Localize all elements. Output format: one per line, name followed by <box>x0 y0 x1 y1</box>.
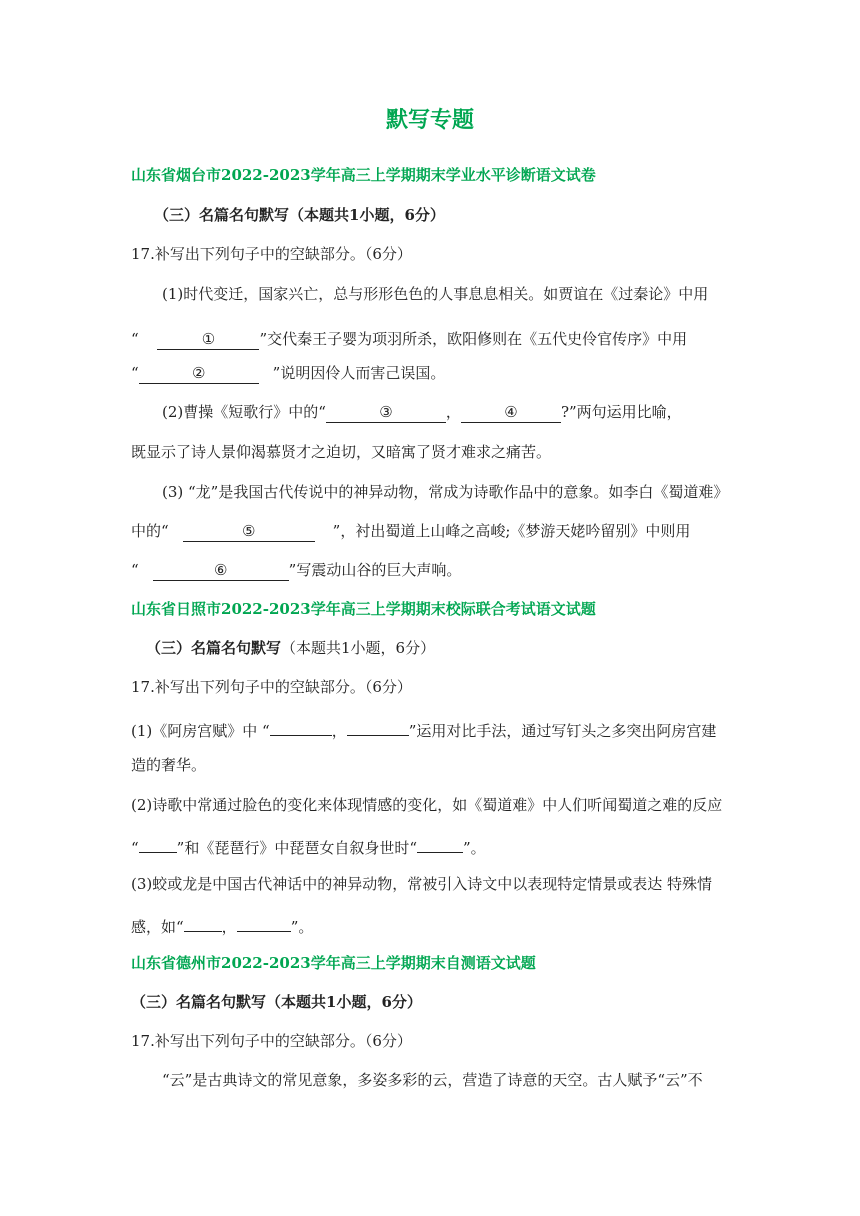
text: 中的“ <box>131 522 169 540</box>
blank-3[interactable]: ③ <box>326 404 446 423</box>
blank-6[interactable]: ⑥ <box>153 562 289 581</box>
paragraph-line <box>162 402 682 423</box>
paragraph-line: “云”是古典诗文的常见意象，多姿多彩的云，营造了诗意的天空。古人赋予“云”不 <box>162 1071 703 1089</box>
question-17-prompt: 17.补写出下列句子中的空缺部分。（6分） <box>131 1032 412 1050</box>
text: ， <box>445 403 461 421</box>
blank-5[interactable]: ⑤ <box>183 523 315 542</box>
paragraph-line <box>131 329 687 350</box>
text: ”运用对比手法，通过写钉头之多突出阿房宫建 <box>408 722 717 740</box>
blank[interactable] <box>417 834 463 853</box>
quote-mark: “ <box>131 364 139 382</box>
section-heading: （三）名篇名句默写（本题共1小题，6分） <box>131 993 422 1011</box>
text: ”和《琵琶行》中琵琶女自叙身世时“ <box>176 839 418 857</box>
text: ”交代秦王子婴为项羽所杀，欧阳修则在《五代史伶官传序》中用 <box>259 330 688 348</box>
paragraph-line <box>131 363 445 384</box>
blank[interactable] <box>347 717 409 736</box>
text: ”，衬出蜀道上山峰之高峻;《梦游天姥吟留别》中则用 <box>332 522 691 540</box>
text: ”。 <box>463 839 486 857</box>
text: ?”两句运用比喻， <box>560 403 682 421</box>
question-17-prompt: 17.补写出下列句子中的空缺部分。（6分） <box>131 245 412 263</box>
section-heading <box>146 637 435 658</box>
source-heading-yantai: 山东省烟台市2022-2023学年高三上学期期末学业水平诊断语文试卷 <box>131 166 596 184</box>
text: ”说明因伶人而害己误国。 <box>272 364 446 382</box>
question-17-prompt: 17.补写出下列句子中的空缺部分。（6分） <box>131 678 412 696</box>
paragraph-line <box>131 834 486 858</box>
text: “ <box>131 839 139 857</box>
text: (2)曹操《短歌行》中的“ <box>162 403 326 421</box>
paragraph-line <box>131 521 690 542</box>
paragraph-line: 既显示了诗人景仰渴慕贤才之迫切，又暗寓了贤才难求之痛苦。 <box>131 443 552 461</box>
paragraph-line: 造的奢华。 <box>131 756 207 774</box>
section-heading: （三）名篇名句默写（本题共1小题，6分） <box>154 206 445 224</box>
text: (1)《阿房宫赋》中 “ <box>131 722 270 740</box>
paragraph-line <box>131 560 461 581</box>
text: 感，如“ <box>131 918 184 936</box>
quote-mark: “ <box>131 330 139 348</box>
paragraph-line <box>131 717 716 741</box>
text: ”。 <box>290 918 314 936</box>
blank[interactable] <box>184 913 222 932</box>
blank[interactable] <box>270 717 332 736</box>
blank-4[interactable]: ④ <box>461 404 561 423</box>
paragraph-line: (3) “龙”是我国古代传说中的神异动物，常成为诗歌作品中的意象。如李白《蜀道难》 <box>162 483 729 501</box>
quote-mark: “ <box>131 561 139 579</box>
blank[interactable] <box>139 834 177 853</box>
blank-1[interactable]: ① <box>157 331 259 350</box>
source-heading-rizhao: 山东省日照市2022-2023学年高三上学期期末校际联合考试语文试题 <box>131 600 596 618</box>
paragraph-line <box>131 913 313 937</box>
page-title: 默写专题 <box>385 107 474 133</box>
paragraph-line: (2)诗歌中常通过脸色的变化来体现情感的变化，如《蜀道难》中人们听闻蜀道之难的反应 <box>131 796 723 814</box>
section-note: （本题共1小题，6分） <box>281 639 436 657</box>
section-label: （三）名篇名句默写 <box>146 639 282 657</box>
text: ， <box>331 722 347 740</box>
source-heading-dezhou: 山东省德州市2022-2023学年高三上学期期末自测语文试题 <box>131 954 536 972</box>
text: ， <box>221 918 237 936</box>
blank-2[interactable]: ② <box>139 365 259 384</box>
paragraph-line: (3)蛟或龙是中国古代神话中的神异动物，常被引入诗文中以表现特定情景或表达 特殊情 <box>131 875 713 893</box>
text: ”写震动山谷的巨大声响。 <box>288 561 462 579</box>
blank[interactable] <box>237 913 291 932</box>
paragraph-line: (1)时代变迁，国家兴亡，总与形形色色的人事息息相关。如贾谊在《过秦论》中用 <box>162 285 709 303</box>
